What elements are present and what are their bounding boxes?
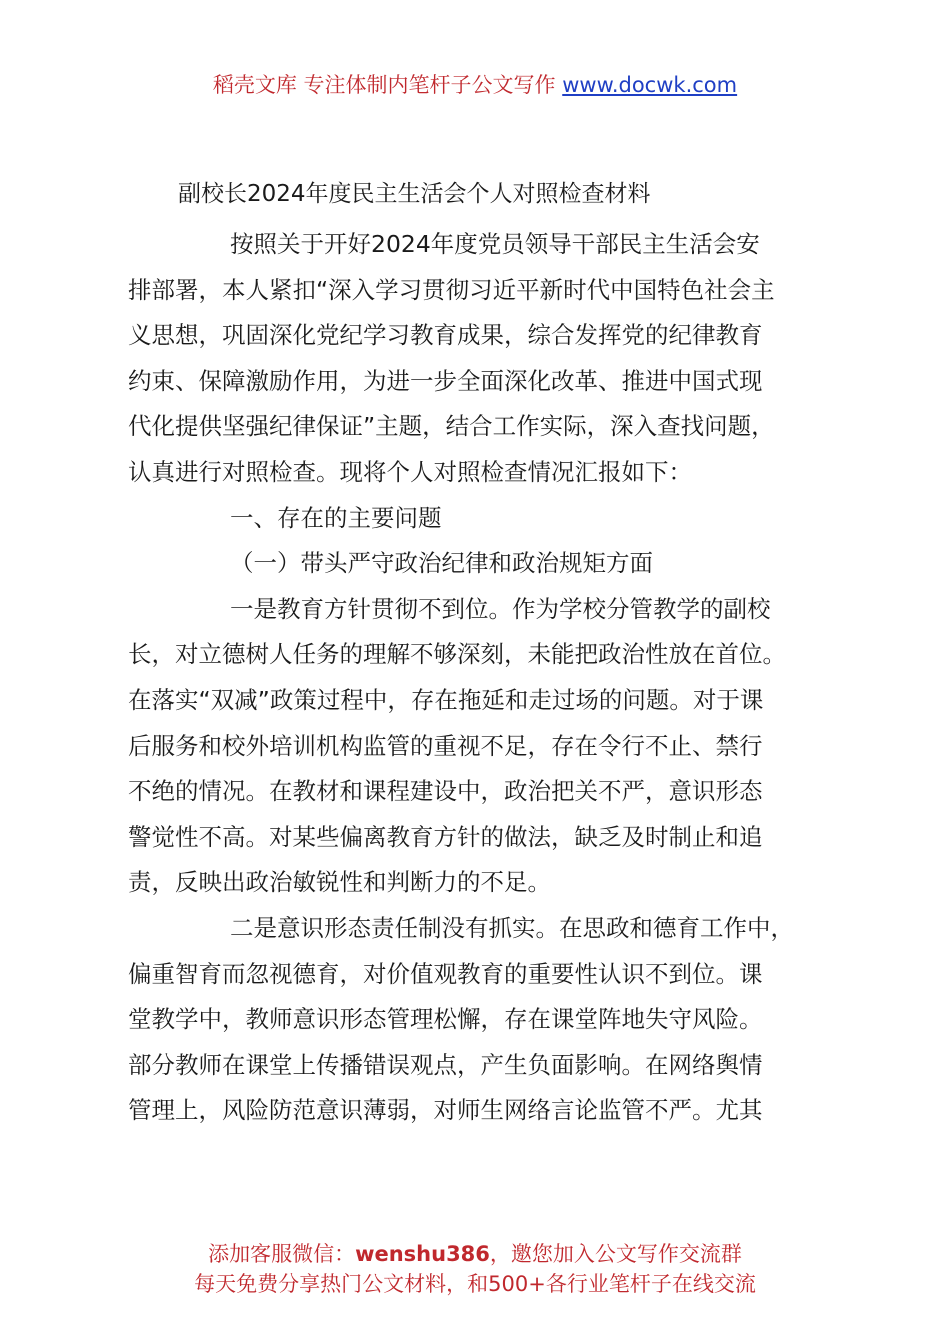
document-body [128,222,828,1134]
paragraph-line: 排部署，本人紧扣“深入学习贯彻习近平新时代中国特色社会主 [128,275,775,304]
paragraph-line: 按照关于开好2024年度党员领导干部民主生活会安 [230,230,760,258]
paragraph-line: 认真进行对照检查。现将个人对照检查情况汇报如下： [128,457,692,486]
paragraph-line: 管理上，风险防范意识薄弱，对师生网络言论监管不严。尤其 [128,1096,763,1125]
paragraph-line: 不绝的情况。在教材和课程建设中，政治把关不严，意识形态 [128,777,763,806]
section-heading: 一、存在的主要问题 [230,503,442,532]
site-footer [0,1239,950,1299]
footer-line-promo: 每天免费分享热门公文材料，和500+各行业笔杆子在线交流 [194,1272,756,1296]
subsection-heading: （一）带头严守政治纪律和政治规矩方面 [230,549,653,578]
paragraph-line: 偏重智育而忽视德育，对价值观教育的重要性认识不到位。课 [128,959,763,988]
paragraph-line: 长，对立德树人任务的理解不够深刻，未能把政治性放在首位。 [128,640,786,669]
paragraph-line: 堂教学中，教师意识形态管理松懈，存在课堂阵地失守风险。 [128,1005,763,1034]
wechat-prefix: 添加客服微信： [208,1242,356,1266]
paragraph-line: 警觉性不高。对某些偏离教育方针的做法，缺乏及时制止和追 [128,822,763,851]
site-url-link[interactable]: www.docwk.com [562,73,738,97]
paragraph-line: 后服务和校外培训机构监管的重视不足，存在令行不止、禁行 [128,731,763,760]
paragraph-line: 一是教育方针贯彻不到位。作为学校分管教学的副校 [230,594,771,623]
footer-line-wechat [0,1239,950,1269]
site-header [0,70,950,100]
wechat-suffix: ，邀您加入公文写作交流群 [489,1242,742,1266]
paragraph-line: 约束、保障激励作用，为进一步全面深化改革、推进中国式现 [128,366,763,395]
paragraph-line: 责，反映出政治敏锐性和判断力的不足。 [128,868,551,897]
paragraph-line: 在落实“双减”政策过程中，存在拖延和走过场的问题。对于课 [128,685,764,714]
document-title: 副校长2024年度民主生活会个人对照检查材料 [178,181,651,207]
paragraph-line: 代化提供坚强纪律保证”主题，结合工作实际，深入查找问题， [128,412,775,441]
brand-text: 稻壳文库 专注体制内笔杆子公文写作 [212,73,563,97]
wechat-id: wenshu386 [355,1242,490,1266]
paragraph-line: 义思想，巩固深化党纪学习教育成果，综合发挥党的纪律教育 [128,321,763,350]
paragraph-line: 二是意识形态责任制没有抓实。在思政和德育工作中， [230,913,794,942]
paragraph-line: 部分教师在课堂上传播错误观点，产生负面影响。在网络舆情 [128,1050,763,1079]
